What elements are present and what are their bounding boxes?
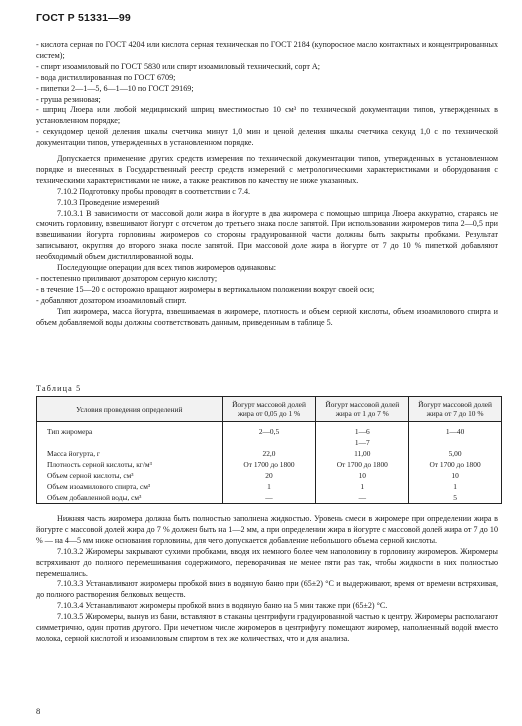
list-item: - спирт изоамиловый по ГОСТ 5830 или спирт изоамиловый технический, сорт А; bbox=[36, 61, 320, 71]
standard-header: ГОСТ Р 51331—99 bbox=[36, 12, 131, 24]
procedure-text-continued bbox=[36, 514, 498, 645]
table-cell bbox=[222, 437, 316, 448]
table-cell: 22,0 bbox=[222, 448, 316, 459]
paragraph: Тип жиромера, масса йогурта, взвешиваемая в жиромере, плотность и объем серной кислоты, объем изоамилового спирта и объем добавляемой воды должны соответствовать данным, приведенным в таблице 5. bbox=[36, 306, 498, 327]
table-cell: Объем добавленной воды, см³ bbox=[37, 492, 223, 504]
list-item: - вода дистиллированная по ГОСТ 6709; bbox=[36, 72, 176, 82]
table-cell: 10 bbox=[316, 470, 409, 481]
table-cell: Масса йогурта, г bbox=[37, 448, 223, 459]
table-cell: — bbox=[316, 492, 409, 504]
table-caption: Таблица 5 bbox=[36, 384, 82, 393]
paragraph: Последующие операции для всех типов жиромеров одинаковы: bbox=[57, 263, 277, 273]
paragraph: Нижняя часть жиромера должна быть полностью заполнена жидкостью. Уровень смеси в жиромере при определении жира в йогурте с массовой долей жира до 7 % должен быть на 1—2 мм, а при определении жира в йогурте с массовой долей жира от 7 до 10 % — на 4—5 мм ниже основания горловины, для чего допускается добавление небольшого объема серной кислоты. bbox=[36, 514, 498, 545]
table-cell: 1—40 bbox=[409, 426, 502, 437]
paragraph: 7.10.3.1 В зависимости от массовой доли жира в йогурте в два жиромера с помощью шприца Люера аккуратно, стараясь не смочить горловину, взвешивают йогурт с отсчетом до третьего знака после запятой. При использовании жиромеров типа 2—0,5 при взвешивании йогурта горловины жиромеров со стороны градуированной части должны быть закрыты пробками. Результат записывают, округляя до второго знака после запятой. При массовой доле жира в йогурте от 7 до 10 % пипеткой добавляют необходимый объем дистиллированной воды. bbox=[36, 208, 498, 262]
paragraph: 7.10.3.3 Устанавливают жиромеры пробкой вниз в водяную баню при (65±2) °С и выдерживают, время от времени встряхивая, до полного растворения белковых веществ. bbox=[36, 579, 498, 600]
table-row bbox=[37, 448, 502, 459]
table-cell: — bbox=[222, 492, 316, 504]
table-header-cell: Йогурт массовой долей жира от 0,05 до 1 % bbox=[222, 397, 316, 422]
table-row bbox=[37, 481, 502, 492]
table-header-cell: Йогурт массовой долей жира от 1 до 7 % bbox=[316, 397, 409, 422]
paragraph: 7.10.2 Подготовку пробы проводят в соответствии с 7.4. bbox=[57, 186, 251, 196]
table-cell: 1 bbox=[222, 481, 316, 492]
paragraph: 7.10.3.2 Жиромеры закрывают сухими пробками, вводя их немного более чем наполовину в горловину жиромеров. Жиромеры встряхивают до полного перемешивания содержимого, переворачивая не менее пяти раз так, чтобы жидкости в них полностью перемешались. bbox=[36, 546, 498, 578]
table-cell: Объем серной кислоты, см³ bbox=[37, 470, 223, 481]
table-cell: От 1700 до 1800 bbox=[222, 459, 316, 470]
table-header-row bbox=[37, 397, 502, 422]
list-item: - груша резиновая; bbox=[36, 94, 101, 104]
paragraph: 7.10.3.4 Устанавливают жиромеры пробкой вниз в водяную баню на 5 мин также при (65±2) °С. bbox=[57, 601, 388, 611]
table-cell: Объем изоамилового спирта, см³ bbox=[37, 481, 223, 492]
table-cell: Тип жиромера bbox=[37, 426, 223, 437]
list-item: - пипетки 2—1—5, 6—1—10 по ГОСТ 29169; bbox=[36, 83, 194, 93]
list-item: - в течение 15—20 с осторожно вращают жиромеры в вертикальном положении вокруг своей оси; bbox=[36, 284, 375, 294]
table-row bbox=[37, 470, 502, 481]
list-item: - секундомер ценой деления шкалы счетчика минут 1,0 мин и ценой деления шкалы счетчика секунд 1,0 с по технической документации типов, утвержденных в установленном порядке. bbox=[36, 127, 498, 148]
table-cell: От 1700 до 1800 bbox=[316, 459, 409, 470]
table-cell: 5,00 bbox=[409, 448, 502, 459]
table-row bbox=[37, 459, 502, 470]
table-row bbox=[37, 492, 502, 504]
table-cell: От 1700 до 1800 bbox=[409, 459, 502, 470]
table-header-cell: Йогурт массовой долей жира от 7 до 10 % bbox=[409, 397, 502, 422]
table-cell: 1 bbox=[316, 481, 409, 492]
table-header-cell: Условия проведения определений bbox=[37, 397, 223, 422]
table-cell bbox=[409, 437, 502, 448]
table-cell: 20 bbox=[222, 470, 316, 481]
table-cell: 11,00 bbox=[316, 448, 409, 459]
equipment-list bbox=[36, 40, 498, 149]
table-cell: 5 bbox=[409, 492, 502, 504]
table-cell: 1 bbox=[409, 481, 502, 492]
table-cell: 2—0,5 bbox=[222, 426, 316, 437]
conditions-table bbox=[36, 396, 502, 504]
paragraph: Допускается применение других средств измерения по технической документации типов, утвержденных в установленном порядке и внесенных в Государственный реестр средств измерений с метрологическими характеристиками и оборудования с техническими характеристиками не ниже, а также реактивов по качеству не ниже указанных. bbox=[36, 154, 498, 185]
table-cell: 1—6 bbox=[316, 426, 409, 437]
section-heading: 7.10.3 Проведение измерений bbox=[57, 197, 160, 207]
table-row bbox=[37, 426, 502, 437]
list-item: - шприц Люера или любой медицинский шприц вместимостью 10 см³ по технической документации типов, утвержденных в установленном порядке; bbox=[36, 105, 498, 126]
table-row bbox=[37, 437, 502, 448]
table-cell bbox=[37, 437, 223, 448]
list-item: - кислота серная по ГОСТ 4204 или кислота серная техническая по ГОСТ 2184 (купоросное масло контактных и концентрированных систем); bbox=[36, 40, 498, 60]
page-number: 8 bbox=[36, 706, 41, 716]
paragraph: 7.10.3.5 Жиромеры, вынув из бани, вставляют в стаканы центрифуги градуированной частью к центру. Жиромеры располагают симметрично, один против другого. При нечетном числе жиромеров в центрифугу помещают жиромер, наполненный водой вместо молока, серной кислотой и изоамиловым спиртом в тех же количествах, что и для анализа. bbox=[36, 612, 498, 643]
table-cell: 1—7 bbox=[316, 437, 409, 448]
list-item: - постепенно приливают дозатором серную кислоту; bbox=[36, 273, 218, 283]
list-item: - добавляют дозатором изоамиловый спирт. bbox=[36, 295, 187, 305]
procedure-text bbox=[36, 154, 498, 329]
table-cell: Плотность серной кислоты, кг/м³ bbox=[37, 459, 223, 470]
table-cell: 10 bbox=[409, 470, 502, 481]
